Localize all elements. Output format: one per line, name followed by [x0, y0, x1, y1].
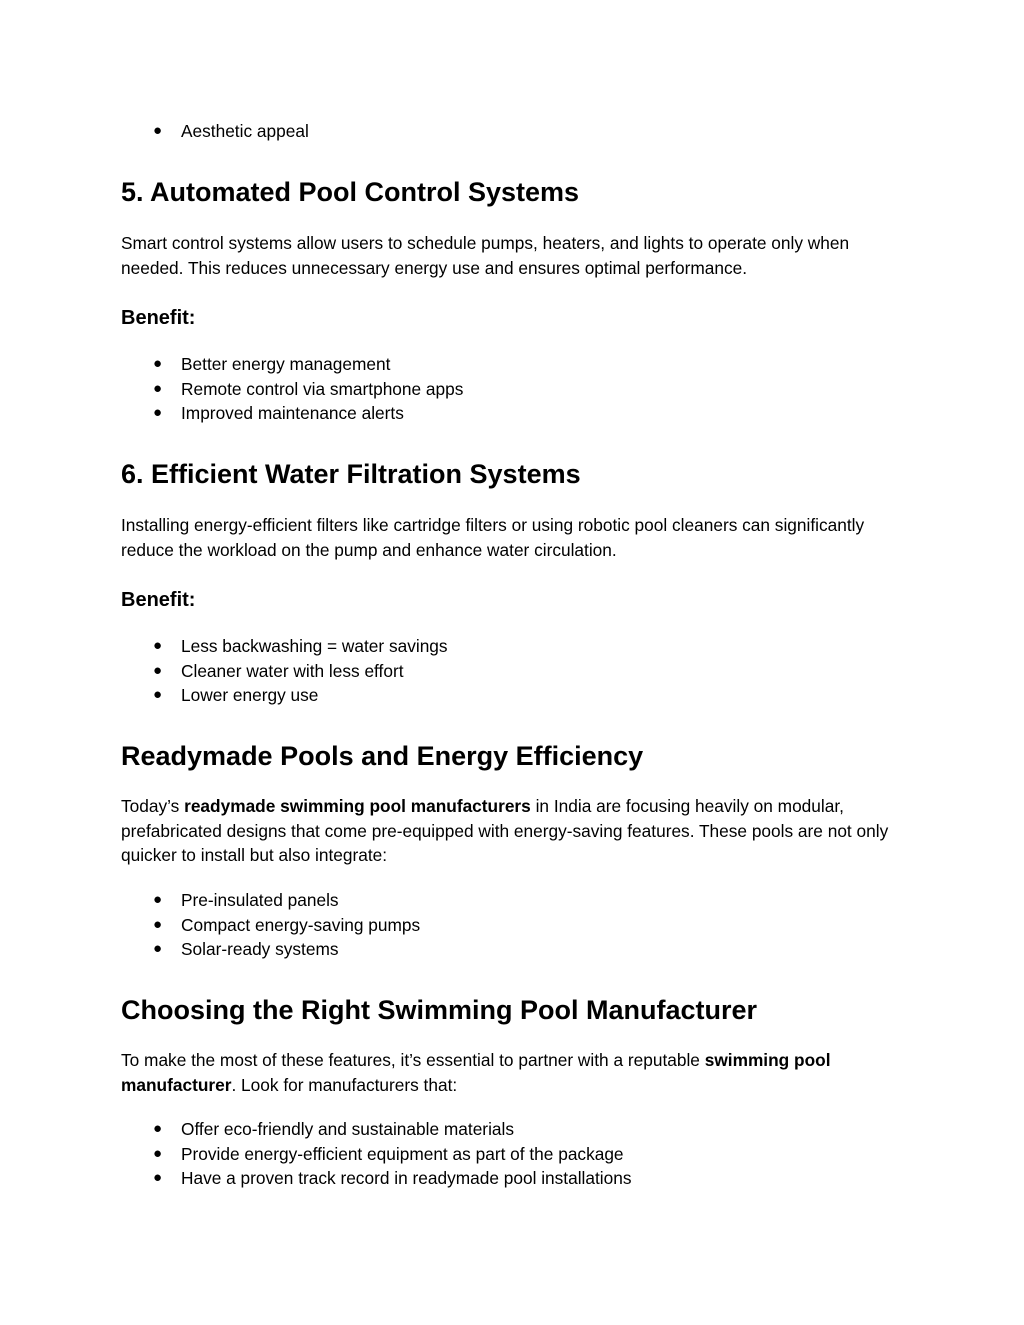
top-list-block [121, 119, 911, 144]
readymade-para-prefix: Today’s [121, 796, 185, 816]
section-5-benefit-heading: Benefit: [121, 307, 196, 329]
list-item [121, 659, 911, 684]
section-6 [121, 457, 911, 491]
list-item-text: Offer eco-friendly and sustainable materials [181, 1119, 514, 1139]
list-item [121, 1142, 911, 1167]
list-item-text: Provide energy-efficient equipment as part of the package [181, 1143, 624, 1164]
readymade-list [121, 888, 911, 962]
choosing-para-suffix: . Look for manufacturers that: [231, 1074, 458, 1095]
list-item-text: Lower energy use [181, 685, 319, 705]
section-6-benefit-heading: Benefit: [121, 589, 196, 611]
choosing-paragraph-block [121, 1048, 911, 1097]
choosing-paragraph [121, 1048, 911, 1097]
list-item [121, 352, 911, 377]
bullet-icon: ● [153, 379, 163, 397]
section-6-paragraph-block [121, 513, 911, 562]
list-item-text: Cleaner water with less effort [181, 660, 404, 681]
list-item-text: Aesthetic appeal [181, 121, 309, 141]
list-item-text: Remote control via smartphone apps [181, 378, 464, 399]
list-item [121, 1166, 911, 1191]
bullet-icon: ● [153, 637, 163, 654]
choosing-section [121, 993, 911, 1027]
choosing-para-prefix: To make the most of these features, it’s essential to partner with a reputable [121, 1050, 705, 1070]
section-6-benefits-list [121, 634, 911, 708]
list-item-text: Pre-insulated panels [181, 890, 339, 910]
section-5-heading: 5. Automated Pool Control Systems [121, 177, 580, 207]
bullet-icon: ● [153, 915, 163, 933]
section-5-benefit-block [121, 305, 911, 331]
list-item [121, 401, 911, 426]
bullet-icon: ● [153, 1120, 163, 1137]
bullet-icon: ● [153, 661, 163, 679]
list-item-text: Compact energy-saving pumps [181, 914, 421, 935]
list-item [121, 634, 911, 659]
bullet-icon: ● [153, 1144, 163, 1162]
section-6-paragraph: Installing energy-efficient filters like cartridge filters or using robotic pool cleaners can significantly reduce the workload on the pump and enhance water circulation. [121, 515, 865, 560]
section-5-paragraph: Smart control systems allow users to schedule pumps, heaters, and lights to operate only when needed. This reduces unnecessary energy use and ensures optimal performance. [121, 233, 850, 278]
bullet-icon: ● [153, 940, 163, 957]
bullet-icon: ● [153, 1169, 163, 1186]
section-5-paragraph-block [121, 231, 911, 280]
section-5 [121, 175, 911, 209]
list-item-text: Better energy management [181, 354, 391, 374]
list-item-text: Improved maintenance alerts [181, 403, 404, 423]
list-item [121, 913, 911, 938]
readymade-para-suffix: in India are focusing heavily on modular, prefabricated designs that come pre-equipped with energy-saving features. These pools are not only quicker to install but also integrate: [121, 796, 889, 865]
choosing-list [121, 1117, 911, 1191]
list-item [121, 1117, 911, 1142]
bullet-icon: ● [153, 686, 163, 703]
choosing-heading: Choosing the Right Swimming Pool Manufacturer [121, 995, 758, 1025]
choosing-para-bold: swimming pool manufacturer [121, 1050, 831, 1095]
section-6-heading: 6. Efficient Water Filtration Systems [121, 459, 581, 489]
readymade-para-bold: readymade swimming pool manufacturers [184, 796, 531, 816]
readymade-section [121, 739, 911, 773]
bullet-icon: ● [153, 404, 163, 421]
list-item-text: Less backwashing = water savings [181, 636, 448, 656]
section-6-benefits-block [121, 634, 911, 708]
readymade-heading: Readymade Pools and Energy Efficiency [121, 741, 644, 771]
bullet-icon: ● [153, 122, 163, 139]
readymade-paragraph [121, 794, 911, 868]
section-5-benefits-list [121, 352, 911, 426]
readymade-paragraph-block [121, 794, 911, 868]
readymade-list-block [121, 888, 911, 962]
list-item-text: Have a proven track record in readymade pool installations [181, 1168, 632, 1188]
bullet-icon: ● [153, 891, 163, 908]
section-6-benefit-block [121, 587, 911, 613]
top-list [121, 119, 911, 144]
list-item-text: Solar-ready systems [181, 939, 339, 959]
section-5-benefits-block [121, 352, 911, 426]
list-item [121, 888, 911, 913]
list-item [121, 377, 911, 402]
list-item [121, 937, 911, 962]
bullet-icon: ● [153, 355, 163, 372]
choosing-list-block [121, 1117, 911, 1191]
list-item [121, 683, 911, 708]
list-item [121, 119, 911, 144]
